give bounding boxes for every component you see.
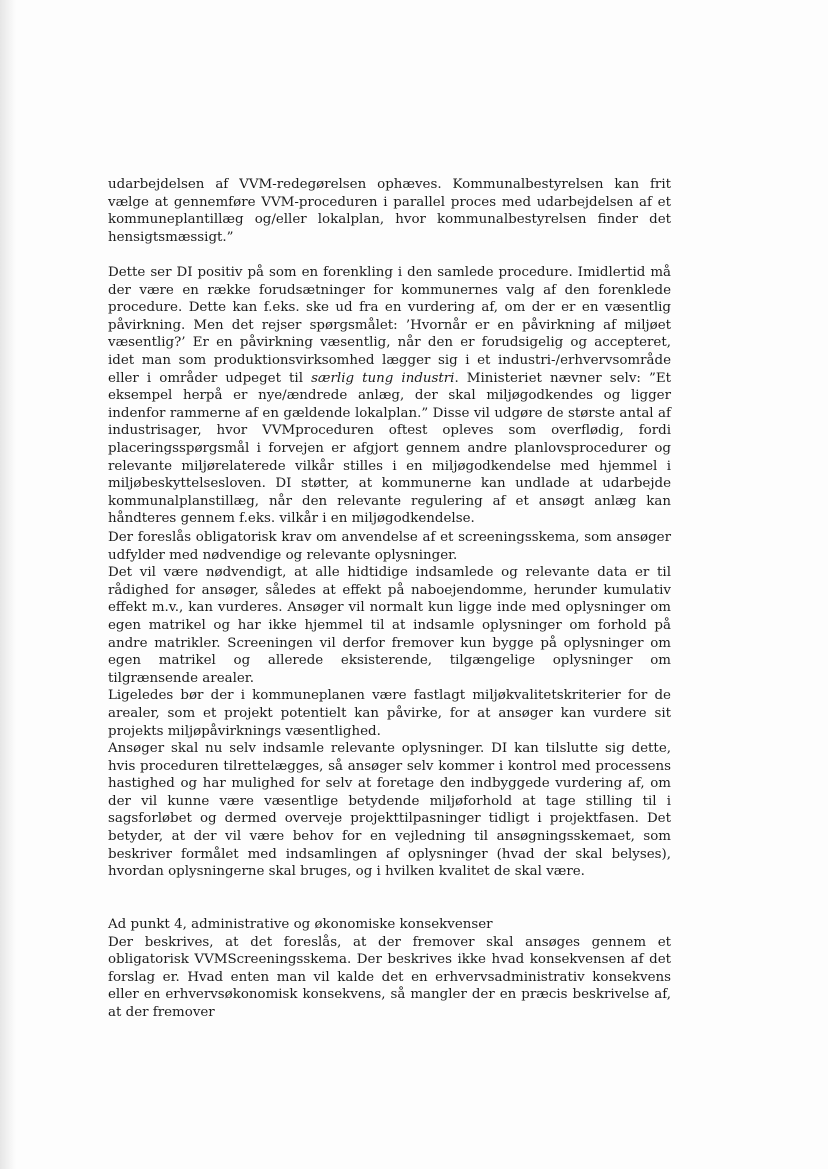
paragraph-5-text: Der beskrives, at det foreslås, at der fremover skal ansøges gennem et obligatorisk VVMScreeningsskema. Der beskrives ikke hvad konsekvensen af det forslag er. Hvad enten man vil kalde det en erhvervsadministrativ konsekvens eller en erhvervsøkonomisk konsekvens, så mangler der en præcis beskrivelse af, at der fremover	[108, 934, 671, 1020]
paragraph-3-line-2: Det vil være nødvendigt, at alle hidtidige indsamlede og relevante data er til rådighed for ansøger, således at effekt på naboejendomme, herunder kumulativ effekt m.v., kan vurderes. Ansøger vil normalt kun ligge inde med oplysninger om egen matrikel og har ikke hjemmel til at indsamle oplysninger om forhold på andre matrikler. Screeningen vil derfor fremover kun bygge på oplysninger om egen matrikel og allerede eksisterende, tilgængelige oplysninger om tilgrænsende arealer.	[108, 565, 671, 686]
paragraph-2-text-start: Dette ser DI positiv på som en forenkling i den samlede procedure. Imidlertid må der være en række forudsætninger for kommunernes valg af den forenklede procedure. Dette kan f.eks. ske ud fra en vurdering af, om der er en væsentlig påvirkning. Men det rejser spørgsmålet: ’Hvornår er en påvirkning af miljøet væsentlig?’ Er en påvirkning væsentlig, når den er forudsigelig og accepteret, idet man som produktionsvirksomhed lægger sig i et industri-/erhvervsområde eller i områder udpeget til	[108, 265, 671, 386]
paragraph-2-text-end: . Ministeriet nævner selv: ”Et eksempel herpå er nye/ændrede anlæg, der skal miljøgodkendes og ligger indenfor rammerne af en gældende lokalplan.” Disse vil udgøre de største antal af industrisager, hvor VVMproceduren oftest opleves som overflødig, fordi placeringsspørgsmål i forvejen er afgjort gennem andre planlovsprocedurer og relevante miljørelaterede vilkår stilles i en miljøgodkendelse med hjemmel i miljøbeskyttelsesloven. DI støtter, at kommunerne kan undlade at udarbejde kommunalplanstillæg, når den relevante regulering af et ansøgt anlæg kan håndteres gennem f.eks. vilkår i en miljøgodkendelse.	[108, 370, 671, 527]
section-administrative-consequences	[108, 916, 671, 1022]
paragraph-2-text	[108, 264, 671, 528]
paragraph-vvm-procedure	[108, 176, 671, 246]
paragraph-2-italic-term: særlig tung industri	[311, 370, 455, 386]
paragraph-screening-scheme	[108, 529, 671, 740]
paragraph-3-line-1: Der foreslås obligatorisk krav om anvendelse af et screeningsskema, som ansøger udfylder med nødvendige og relevante oplysninger.	[108, 530, 671, 563]
paragraph-1-text: udarbejdelsen af VVM-redegørelsen ophæves. Kommunalbestyrelsen kan frit vælge at gennemføre VVM-proceduren i parallel proces med udarbejdelsen af et kommuneplantillæg og/eller lokalplan, hvor kommunalbestyrelsen finder det hensigtsmæssigt.”	[108, 177, 671, 245]
section-heading: Ad punkt 4, administrative og økonomiske konsekvenser	[108, 917, 493, 932]
paragraph-3-line-3: Ligeledes bør der i kommuneplanen være fastlagt miljøkvalitetskriterier for de arealer, som et projekt potentielt kan påvirke, for at ansøger kan vurdere sit projekts miljøpåvirknings væsentlighed.	[108, 688, 671, 739]
paragraph-4-text: Ansøger skal nu selv indsamle relevante oplysninger. DI kan tilslutte sig dette, hvis proceduren tilrettelægges, så ansøger selv kommer i kontrol med processens hastighed og har mulighed for selv at foretage den indbyggede vurdering af, om der vil kunne være væsentlige betydende miljøforhold at tage stilling til i sagsforløbet og dermed overveje projekttilpasninger tidligt i projektfasen. Det betyder, at der vil være behov for en vejledning til ansøgningsskemaet, som beskriver formålet med indsamlingen af oplysninger (hvad der skal belyses), hvordan oplysningerne skal bruges, og i hvilken kvalitet de skal være.	[108, 741, 671, 880]
paragraph-applicant-collection	[108, 740, 671, 881]
scan-edge-shadow	[0, 0, 16, 1169]
paragraph-di-simplification	[108, 264, 671, 528]
